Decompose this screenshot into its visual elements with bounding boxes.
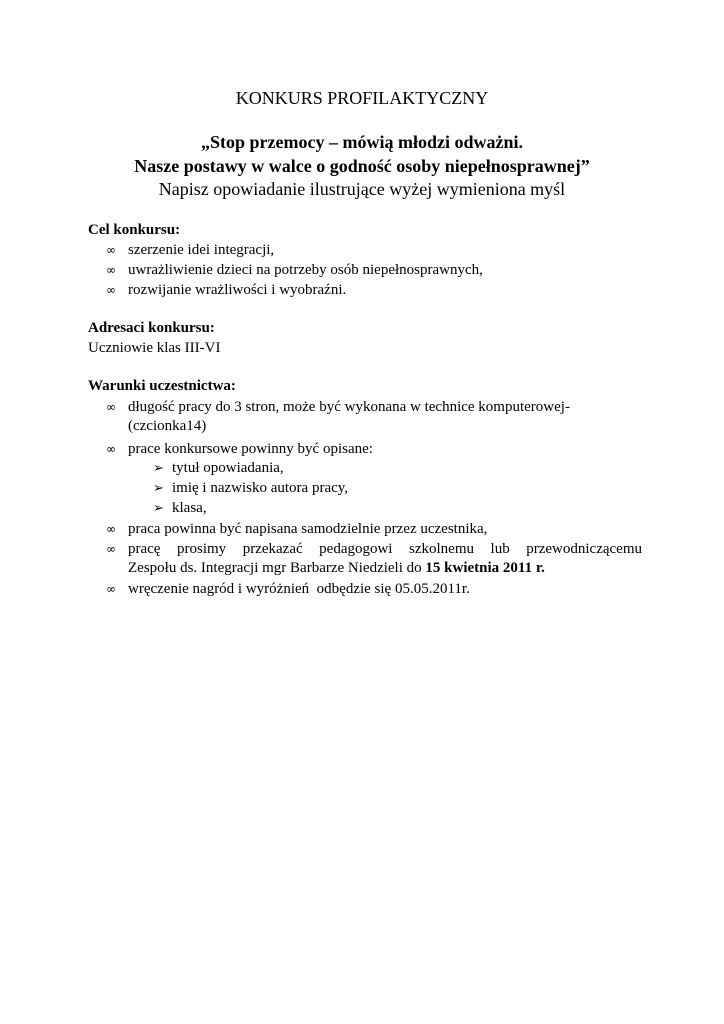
infinity-bullet-icon: ∞ [106,582,116,596]
submission-deadline: 15 kwietnia 2011 r. [425,560,545,576]
condition-item-description [0,440,724,459]
description-subitem-text: imię i nazwisko autora pracy, [172,480,349,496]
goal-item-text: uwrażliwienie dzieci na potrzeby osób niepełnosprawnych, [128,262,483,278]
infinity-bullet-icon: ∞ [106,542,116,556]
goal-item-text: szerzenie idei integracji, [128,242,275,258]
infinity-bullet-icon: ∞ [106,522,116,536]
arrow-bullet-icon: ➢ [153,481,164,496]
condition-independent-text: praca powinna być napisana samodzielnie przez uczestnika, [128,521,488,537]
condition-item-length [0,398,724,417]
infinity-bullet-icon: ∞ [106,263,116,277]
condition-description-text: prace konkursowe powinny być opisane: [128,441,373,457]
contest-subtitle: Napisz opowiadanie ilustrujące wyżej wymieniona myśl [158,179,566,199]
condition-awards-text: wręczenie nagród i wyróżnień odbędzie się 05.05.2011r. [128,581,470,597]
conditions-section-label: Warunki uczestnictwa: [88,378,236,394]
goal-item-text: rozwijanie wrażliwości i wyobraźni. [128,282,347,298]
goal-item [0,281,724,300]
description-subitem-text: klasa, [172,500,207,516]
condition-item-awards [0,580,724,599]
description-subitem-text: tytuł opowiadania, [172,460,284,476]
condition-submission-continuation [128,559,545,578]
arrow-bullet-icon: ➢ [153,461,164,476]
description-subitem [0,459,724,478]
condition-length-continuation: (czcionka14) [128,418,207,434]
description-subitem [0,499,724,518]
condition-submission-text: pracę prosimy przekazać pedagogowi szkolnemu lub przewodniczącemu [128,541,642,557]
infinity-bullet-icon: ∞ [106,442,116,456]
audience-section-label: Adresaci konkursu: [88,320,215,336]
document-heading: KONKURS PROFILAKTYCZNY [235,88,489,108]
infinity-bullet-icon: ∞ [106,400,116,414]
condition-item-submission [0,540,724,559]
condition-length-text: długość pracy do 3 stron, może być wykonana w technice komputerowej- [128,399,570,415]
description-subitem [0,479,724,498]
infinity-bullet-icon: ∞ [106,243,116,257]
condition-item-independent [0,520,724,539]
arrow-bullet-icon: ➢ [153,501,164,516]
contest-title-line-2: Nasze postawy w walce o godność osoby niepełnosprawnej” [134,156,590,176]
contest-title-line-1: „Stop przemocy – mówią młodzi odważni. [201,132,523,152]
goal-section-label: Cel konkursu: [88,222,181,238]
submission-recipient-text: Zespołu ds. Integracji mgr Barbarze Niedzieli do [128,560,426,576]
audience-text: Uczniowie klas III-VI [88,340,221,356]
infinity-bullet-icon: ∞ [106,283,116,297]
goal-item [0,261,724,280]
goal-item [0,241,724,260]
